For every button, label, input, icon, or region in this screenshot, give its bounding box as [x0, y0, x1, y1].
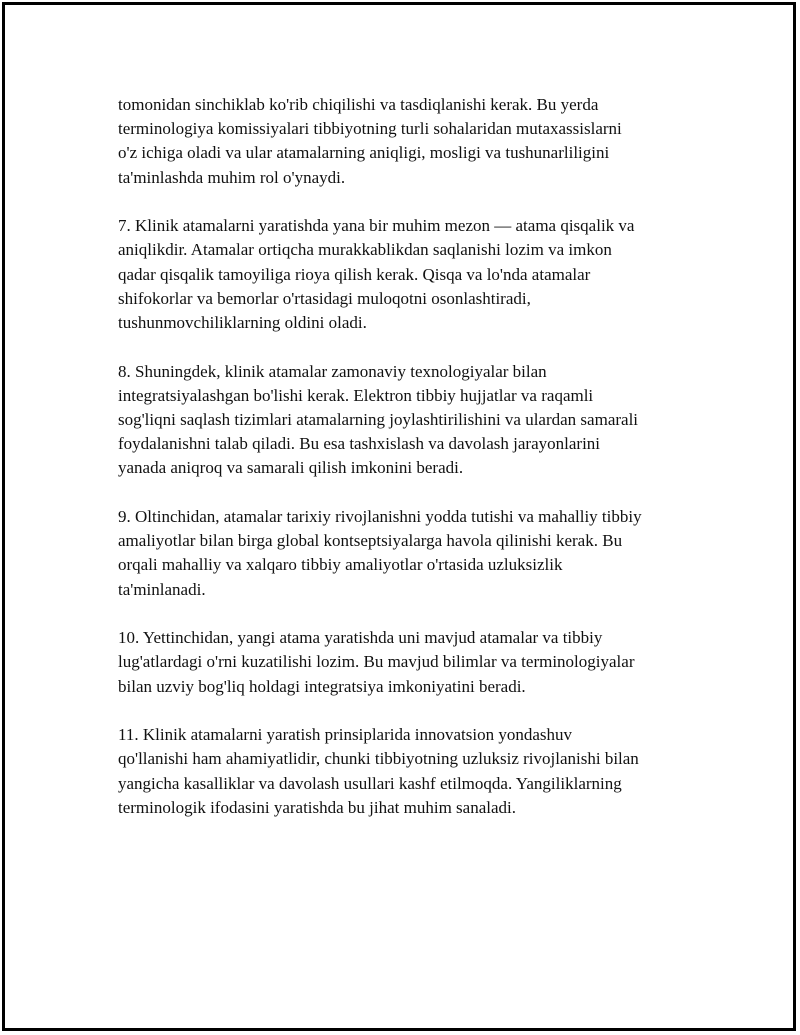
paragraph-item-7: 7. Klinik atamalarni yaratishda yana bir muhim mezon — atama qisqalik va aniqlikdir. Atamalar ortiqcha murakkablikdan saqlanishi lozim va imkon qadar qisqalik tamoyiliga rioya qilish kerak. Qisqa va lo'nda atamalar shifokorlar va bemorlar o'rtasidagi muloqotni osonlashtiradi, tushunmovchiliklarning oldini oladi.: [118, 216, 635, 333]
paragraph-continuation: tomonidan sinchiklab ko'rib chiqilishi va tasdiqlanishi kerak. Bu yerda terminologiya komissiyalari tibbiyotning turli sohalaridan mutaxassislarni o'z ichiga oladi va ular atamalarning aniqligi, mosligi va tushunarliligini ta'minlashda muhim rol o'ynaydi.: [118, 95, 622, 187]
paragraph-item-11: 11. Klinik atamalarni yaratish prinsiplarida innovatsion yondashuv qo'llanishi ham ahamiyatlidir, chunki tibbiyotning uzluksiz rivojlanishi bilan yangicha kasalliklar va davolash usullari kashf etilmoqda. Yangiliklarning terminologik ifodasini yaratishda bu jihat muhim sanaladi.: [118, 725, 639, 817]
paragraph-item-8: 8. Shuningdek, klinik atamalar zamonaviy texnologiyalar bilan integratsiyalashgan bo'lishi kerak. Elektron tibbiy hujjatlar va raqamli sog'liqni saqlash tizimlari atamalarning joylashtirilishini va ulardan samarali foydalanishni talab qiladi. Bu esa tashxislash va davolash jarayonlarini yanada aniqroq va samarali qilish imkonini beradi.: [118, 361, 639, 478]
document-body: [118, 93, 698, 844]
paragraph-item-9: 9. Oltinchidan, atamalar tarixiy rivojlanishni yodda tutishi va mahalliy tibbiy amaliyotlar bilan birga global kontseptsiyalarga havola qilinishi kerak. Bu orqali mahalliy va xalqaro tibbiy amaliyotlar o'rtasida uzluksizlik ta'minlanadi.: [118, 507, 642, 599]
paragraph-item-10: 10. Yettinchidan, yangi atama yaratishda uni mavjud atamalar va tibbiy lug'atlardagi o'rni kuzatilishi lozim. Bu mavjud bilimlar va terminologiyalar bilan uzviy bog'liq holdagi integratsiya imkoniyatini beradi.: [118, 628, 635, 696]
